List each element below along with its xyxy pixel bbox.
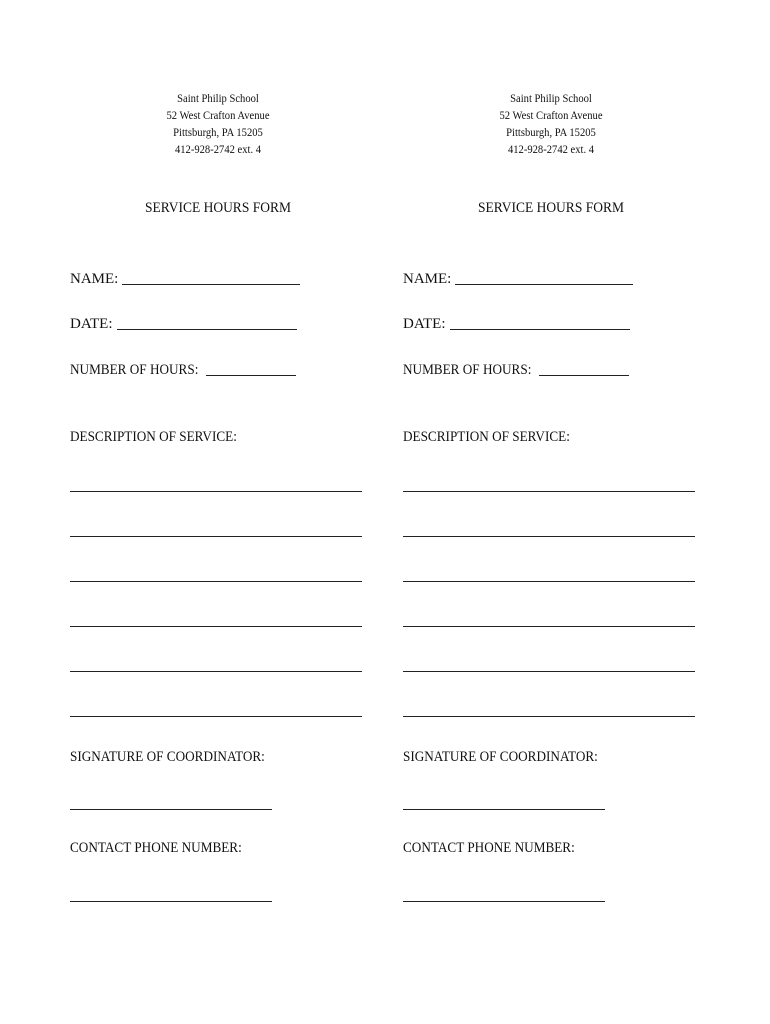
description-line[interactable] xyxy=(403,671,695,672)
description-line[interactable] xyxy=(403,536,695,537)
name-field xyxy=(70,270,300,288)
service-hours-form-right xyxy=(403,0,733,1024)
date-field xyxy=(403,315,630,333)
school-phone: 412-928-2742 ext. 4 xyxy=(174,144,262,156)
hours-blank[interactable] xyxy=(539,361,629,376)
description-field xyxy=(403,429,593,446)
hours-label: NUMBER OF HOURS: xyxy=(70,362,199,378)
signature-field xyxy=(70,749,291,766)
form-title: SERVICE HOURS FORM xyxy=(145,200,291,216)
description-line[interactable] xyxy=(70,716,362,717)
contact-label: CONTACT PHONE NUMBER: xyxy=(403,840,575,856)
description-line[interactable] xyxy=(403,581,695,582)
school-address: 52 West Crafton Avenue xyxy=(499,110,603,122)
school-name: Saint Philip School xyxy=(510,93,592,105)
date-label: DATE: xyxy=(70,316,113,332)
description-label: DESCRIPTION OF SERVICE: xyxy=(403,429,570,445)
description-field xyxy=(70,429,260,446)
name-label: NAME: xyxy=(403,271,452,287)
signature-line[interactable] xyxy=(70,809,272,810)
name-blank[interactable] xyxy=(455,270,633,285)
signature-label: SIGNATURE OF COORDINATOR: xyxy=(403,749,598,765)
contact-line[interactable] xyxy=(403,901,605,902)
description-line[interactable] xyxy=(70,491,362,492)
school-phone: 412-928-2742 ext. 4 xyxy=(507,144,595,156)
contact-line[interactable] xyxy=(70,901,272,902)
signature-line[interactable] xyxy=(403,809,605,810)
hours-field xyxy=(403,361,629,379)
description-line[interactable] xyxy=(70,581,362,582)
contact-field xyxy=(70,840,265,857)
hours-blank[interactable] xyxy=(206,361,296,376)
school-header xyxy=(415,91,687,159)
name-blank[interactable] xyxy=(122,270,300,285)
date-blank[interactable] xyxy=(117,315,297,330)
service-hours-form-left xyxy=(70,0,400,1024)
contact-label: CONTACT PHONE NUMBER: xyxy=(70,840,242,856)
school-city: Pittsburgh, PA 15205 xyxy=(173,127,263,139)
school-header xyxy=(82,91,354,159)
school-city: Pittsburgh, PA 15205 xyxy=(506,127,596,139)
description-line[interactable] xyxy=(70,671,362,672)
description-line[interactable] xyxy=(403,716,695,717)
school-address: 52 West Crafton Avenue xyxy=(166,110,270,122)
contact-field xyxy=(403,840,598,857)
hours-label: NUMBER OF HOURS: xyxy=(403,362,532,378)
hours-field xyxy=(70,361,296,379)
school-name: Saint Philip School xyxy=(177,93,259,105)
description-line[interactable] xyxy=(70,626,362,627)
signature-field xyxy=(403,749,624,766)
description-label: DESCRIPTION OF SERVICE: xyxy=(70,429,237,445)
date-label: DATE: xyxy=(403,316,446,332)
date-blank[interactable] xyxy=(450,315,630,330)
name-label: NAME: xyxy=(70,271,119,287)
signature-label: SIGNATURE OF COORDINATOR: xyxy=(70,749,265,765)
name-field xyxy=(403,270,633,288)
description-line[interactable] xyxy=(403,626,695,627)
date-field xyxy=(70,315,297,333)
description-line[interactable] xyxy=(70,536,362,537)
form-title: SERVICE HOURS FORM xyxy=(478,200,624,216)
description-line[interactable] xyxy=(403,491,695,492)
